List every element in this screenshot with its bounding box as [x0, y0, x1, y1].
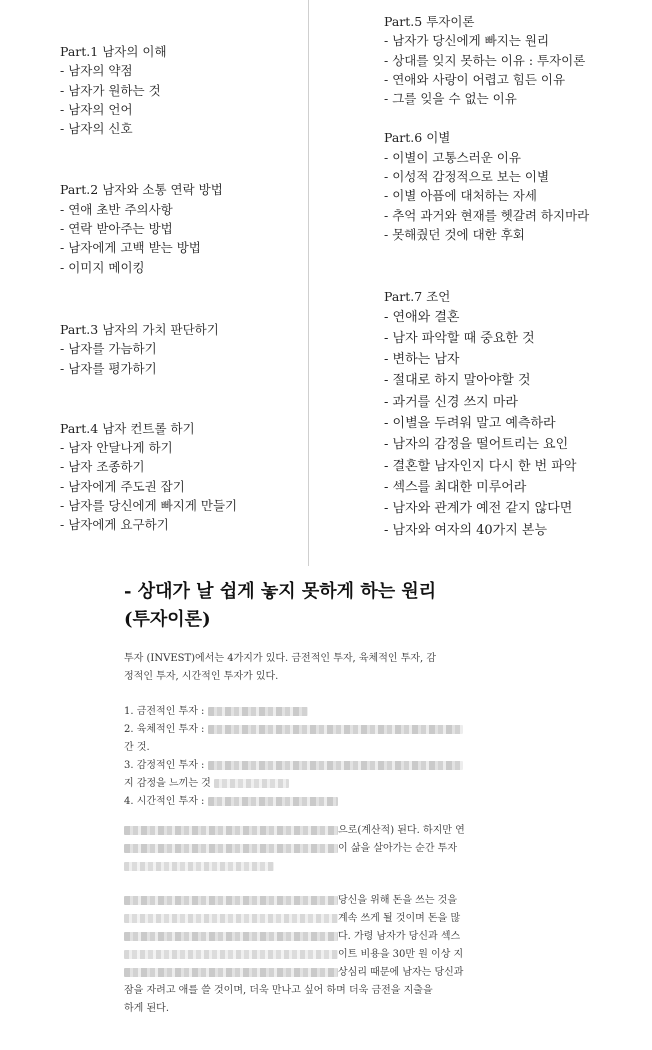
invest-list-item-4: 4. 시간적인 투자 :: [124, 793, 463, 811]
toc-item: - 남자와 여자의 40가지 본능: [384, 522, 548, 538]
redacted-block: [208, 761, 463, 770]
invest-list-item-1: 1. 금전적인 투자 :: [124, 703, 463, 721]
toc-item: - 연애와 사랑이 어렵고 힘든 이유: [384, 71, 566, 87]
toc-section: [384, 12, 589, 108]
invest-list-item-2-cont: 간 것.: [124, 742, 150, 753]
toc-section: [60, 419, 237, 535]
toc-item: - 섹스를 최대한 미루어라: [384, 479, 527, 495]
toc-item: - 남자 파악할 때 중요한 것: [384, 330, 535, 346]
toc-item: - 연애 초반 주의사항: [60, 201, 173, 217]
toc-right-column: [384, 12, 589, 541]
toc-item: - 과거를 신경 쓰지 마라: [384, 394, 518, 410]
toc-item: - 남자의 약점: [60, 63, 133, 79]
invest-list-item-2: 2. 육체적인 투자 :: [124, 721, 463, 739]
toc-item: - 상대를 잊지 못하는 이유 : 투자이론: [384, 52, 586, 68]
toc-section: [384, 287, 589, 541]
toc-item: - 연애와 결혼: [384, 309, 460, 325]
toc-section-title: Part.3 남자의 가치 판단하기: [60, 321, 219, 337]
toc-item: - 못해줬던 것에 대한 후회: [384, 226, 525, 242]
toc-item: - 남자 조종하기: [60, 459, 145, 475]
toc-item: - 이별이 고통스러운 이유: [384, 149, 521, 165]
intro-line-2: 정적인 투자, 시간적인 투자가 있다.: [124, 671, 279, 682]
toc-item: - 그를 잊을 수 없는 이유: [384, 91, 517, 107]
paragraph-3-line-7: 하게 된다.: [124, 1003, 169, 1014]
invest-list: [124, 703, 463, 811]
toc-item: - 추억 과거와 현재를 헷갈려 하지마라: [384, 207, 590, 223]
redacted-block: [124, 932, 338, 941]
toc-item: - 이성적 감정적으로 보는 이별: [384, 169, 550, 185]
toc-item: - 연락 받아주는 방법: [60, 221, 173, 237]
redacted-block: [124, 862, 274, 871]
redacted-block: [124, 968, 338, 977]
toc-item: - 남자를 평가하기: [60, 360, 157, 376]
toc-item: - 이미지 메이킹: [60, 259, 145, 275]
toc-item: - 남자에게 고백 받는 방법: [60, 240, 201, 256]
toc-item: - 이별 아픔에 대처하는 자세: [384, 188, 537, 204]
redacted-block: [208, 707, 308, 716]
toc-section-title: Part.1 남자의 이해: [60, 44, 167, 59]
toc-left-column: [60, 42, 237, 535]
toc-section-title: Part.4 남자 컨트롤 하기: [60, 420, 195, 436]
article-title-line1: - 상대가 날 쉽게 놓지 못하게 하는 원리: [124, 581, 437, 602]
toc-item: - 변하는 남자: [384, 352, 460, 368]
toc-item: - 남자의 신호: [60, 121, 133, 137]
redacted-block: [208, 797, 338, 806]
toc-item: - 남자와 관계가 예전 같지 않다면: [384, 501, 573, 517]
paragraph-3: 당신을 위해 돈을 쓰는 것을 계속 쓰게 될 것이며 돈을 많 다. 가령 남자가 당신과 섹스 이트 비용을 30만 원 이상 지 상심리 때문에 남자는 당신과 잠을 자려고 애를 쓸 것이며, 더욱 만나고 싶어 하며 더욱 금전을 지출을 하게 된다.: [124, 892, 463, 1018]
toc-item: - 남자 안달나게 하기: [60, 440, 173, 456]
toc-section: [60, 42, 237, 138]
toc-item: - 절대로 하지 말아야할 것: [384, 373, 531, 389]
toc-item: - 남자에게 요구하기: [60, 517, 169, 533]
toc-item: - 남자가 원하는 것: [60, 82, 161, 98]
toc-item: - 남자를 당신에게 빠지게 만들기: [60, 498, 238, 514]
toc-section-title: Part.6 이별: [384, 130, 451, 146]
intro-line-1: 투자 (INVEST)에서는 4가지가 있다. 금전적인 투자, 육체적인 투자, 감: [124, 653, 437, 664]
toc-section: [384, 128, 589, 244]
toc-section-title: Part.7 조언: [384, 289, 451, 305]
toc-item: - 남자의 언어: [60, 101, 133, 117]
article-title: [124, 578, 436, 634]
redacted-block: [124, 826, 338, 835]
intro-paragraph: [124, 650, 436, 686]
redacted-block: [124, 896, 338, 905]
toc-section: [60, 180, 237, 276]
toc-item: - 이별을 두려워 말고 예측하라: [384, 416, 556, 432]
invest-list-item-3: 3. 감정적인 투자 :: [124, 757, 463, 775]
paragraph-2: 으로(계산적) 된다. 하지만 연 이 삶을 살아가는 순간 투자: [124, 822, 465, 876]
invest-list-item-3-cont: 지 감정을 느끼는 것: [124, 775, 463, 793]
paragraph-3-line-6: 잠을 자려고 애를 쓸 것이며, 더욱 만나고 싶어 하며 더욱 금전을 지출을: [124, 985, 433, 996]
toc-item: - 남자의 감정을 떨어트리는 요인: [384, 437, 569, 453]
toc-section-title: Part.5 투자이론: [384, 14, 475, 29]
redacted-block: [214, 779, 289, 788]
toc-item: - 결혼할 남자인지 다시 한 번 파악: [384, 458, 577, 474]
redacted-block: [124, 844, 338, 853]
redacted-block: [124, 950, 338, 959]
column-divider: [308, 0, 309, 566]
toc-section: [60, 320, 237, 378]
redacted-block: [208, 725, 463, 734]
toc-item: - 남자를 가늠하기: [60, 341, 157, 357]
toc-item: - 남자가 당신에게 빠지는 원리: [384, 33, 550, 49]
toc-section-title: Part.2 남자와 소통 연락 방법: [60, 182, 223, 198]
article-title-line2: (투자이론): [124, 609, 211, 630]
redacted-block: [124, 914, 338, 923]
toc-item: - 남자에게 주도권 잡기: [60, 478, 185, 494]
